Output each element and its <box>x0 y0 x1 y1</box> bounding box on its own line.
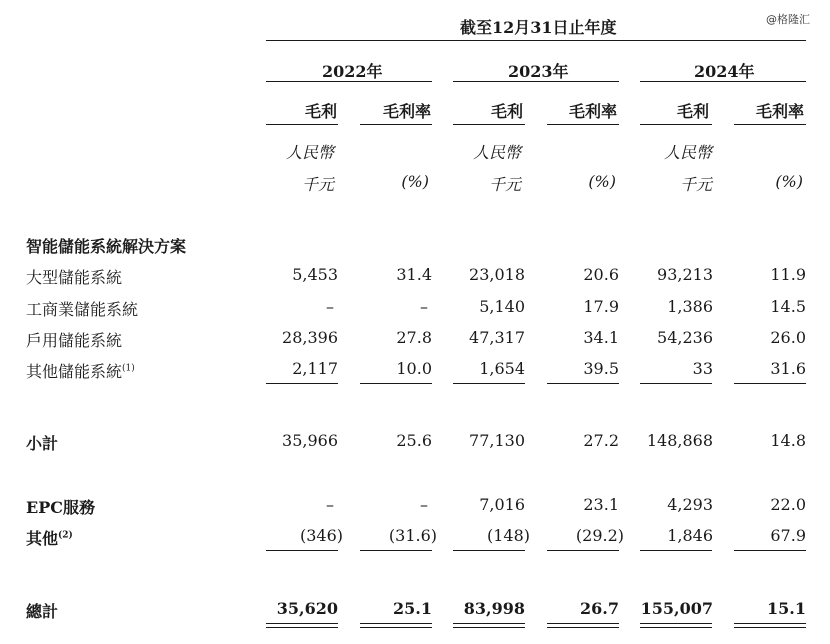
col-underline <box>640 124 712 125</box>
cell: 155,007 <box>640 599 713 618</box>
cell: 34.1 <box>583 328 619 347</box>
unit-rmb-2022: 人民幣 <box>285 143 334 162</box>
row-label <box>26 359 135 382</box>
subtotal-rule <box>360 383 432 384</box>
year-2023: 2023年 <box>508 62 569 81</box>
cell: (31.6) <box>388 526 437 545</box>
cell: 1,386 <box>667 297 713 316</box>
subtotal-rule <box>547 383 619 384</box>
unit-pct-2022: (%) <box>401 172 429 191</box>
total-double-rule <box>547 623 619 624</box>
total-double-rule <box>360 623 432 624</box>
col-underline <box>453 124 525 125</box>
cell: – <box>326 297 334 316</box>
col-underline <box>547 124 619 125</box>
cell: 67.9 <box>770 526 806 545</box>
unit-thousand-2024: 千元 <box>679 175 712 194</box>
subtotal-rule <box>734 383 806 384</box>
cell: 22.0 <box>770 495 806 514</box>
cell: 20.6 <box>583 265 619 284</box>
period-header: 截至12月31日止年度 <box>460 18 617 37</box>
unit-thousand-2023: 千元 <box>488 175 521 194</box>
subtotal-label: 小計 <box>26 434 59 453</box>
row-label: 戶用儲能系統 <box>26 331 123 350</box>
col-gross-profit-2023: 毛利 <box>491 102 524 121</box>
cell: 28,396 <box>282 328 338 347</box>
year-2023-underline <box>453 81 619 82</box>
col-margin-2022: 毛利率 <box>383 102 432 121</box>
others-label <box>26 526 73 549</box>
unit-pct-2023: (%) <box>588 172 616 191</box>
cell: 31.6 <box>770 359 806 378</box>
cell: 39.5 <box>583 359 619 378</box>
col-underline <box>734 124 806 125</box>
cell: 83,998 <box>463 599 525 618</box>
cell: 4,293 <box>667 495 713 514</box>
cell: – <box>326 495 334 514</box>
total-double-rule <box>266 627 338 628</box>
total-rule <box>547 550 619 551</box>
watermark-text: @格隆汇 <box>766 13 810 26</box>
cell: 31.4 <box>396 265 432 284</box>
subtotal-rule <box>640 383 712 384</box>
cell: 27.2 <box>583 431 619 450</box>
cell: 10.0 <box>396 359 432 378</box>
subtotal-rule <box>266 383 338 384</box>
total-label: 總計 <box>26 602 59 621</box>
cell: 25.6 <box>396 431 432 450</box>
total-double-rule <box>360 627 432 628</box>
cell: 2,117 <box>292 359 338 378</box>
total-double-rule <box>547 627 619 628</box>
cell: (148) <box>486 526 530 545</box>
cell: 5,140 <box>479 297 525 316</box>
cell: 26.0 <box>770 328 806 347</box>
total-rule <box>453 550 525 551</box>
total-double-rule <box>640 627 712 628</box>
cell: 47,317 <box>469 328 525 347</box>
total-double-rule <box>640 623 712 624</box>
total-double-rule <box>453 627 525 628</box>
footnote-marker: (2) <box>58 530 73 541</box>
cell: 17.9 <box>583 297 619 316</box>
epc-label: EPC服務 <box>26 498 95 517</box>
total-double-rule <box>266 623 338 624</box>
total-double-rule <box>734 623 806 624</box>
cell: 26.7 <box>580 599 619 618</box>
cell: 148,868 <box>646 431 713 450</box>
total-rule <box>360 550 432 551</box>
col-gross-profit-2022: 毛利 <box>305 102 338 121</box>
cell: (346) <box>299 526 343 545</box>
year-2022: 2022年 <box>322 62 383 81</box>
cell: 33 <box>692 359 713 378</box>
col-margin-2023: 毛利率 <box>569 102 618 121</box>
cell: 77,130 <box>469 431 525 450</box>
col-underline <box>360 124 432 125</box>
cell: 93,213 <box>657 265 713 284</box>
cell: 7,016 <box>479 495 525 514</box>
col-gross-profit-2024: 毛利 <box>677 102 710 121</box>
cell: 23,018 <box>469 265 525 284</box>
year-2024: 2024年 <box>694 62 755 81</box>
unit-rmb-2024: 人民幣 <box>663 143 712 162</box>
cell: 15.1 <box>767 599 806 618</box>
cell: 5,453 <box>292 265 338 284</box>
total-double-rule <box>734 627 806 628</box>
cell: – <box>420 297 428 316</box>
unit-pct-2024: (%) <box>775 172 803 191</box>
subtotal-rule <box>453 383 525 384</box>
period-underline <box>266 40 806 41</box>
total-rule <box>266 550 338 551</box>
cell: 54,236 <box>657 328 713 347</box>
year-2024-underline <box>640 81 806 82</box>
row-label: 大型儲能系統 <box>26 268 123 287</box>
cell: (29.2) <box>575 526 624 545</box>
cell: 23.1 <box>583 495 619 514</box>
section-title: 智能儲能系統解決方案 <box>26 237 187 256</box>
cell: 25.1 <box>393 599 432 618</box>
total-rule <box>734 550 806 551</box>
year-2022-underline <box>266 81 432 82</box>
cell: – <box>420 495 428 514</box>
unit-thousand-2022: 千元 <box>301 175 334 194</box>
cell: 1,846 <box>667 526 713 545</box>
row-label: 工商業儲能系統 <box>26 300 139 319</box>
others-label-text: 其他 <box>26 529 59 548</box>
cell: 14.8 <box>770 431 806 450</box>
cell: 27.8 <box>396 328 432 347</box>
col-margin-2024: 毛利率 <box>756 102 805 121</box>
cell: 1,654 <box>479 359 525 378</box>
cell: 14.5 <box>770 297 806 316</box>
row-label-text: 其他儲能系統 <box>26 362 123 381</box>
total-double-rule <box>453 623 525 624</box>
cell: 35,966 <box>282 431 338 450</box>
footnote-marker: (1) <box>122 363 135 374</box>
total-rule <box>640 550 712 551</box>
col-underline <box>266 124 338 125</box>
unit-rmb-2023: 人民幣 <box>472 143 521 162</box>
cell: 35,620 <box>276 599 338 618</box>
cell: 11.9 <box>770 265 806 284</box>
